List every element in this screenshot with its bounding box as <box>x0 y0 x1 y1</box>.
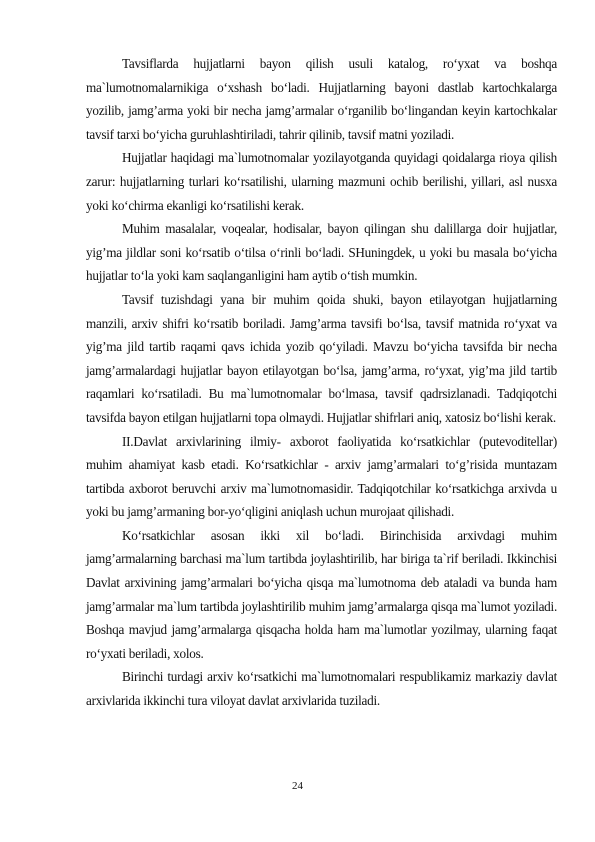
document-body <box>86 52 557 713</box>
paragraph-3: Muhim masalalar, voqealar, hodisalar, bayon qilingan shu dalillarga doir hujjatlar, yig’ma jildlar soni ko‘rsatib o‘tilsa o‘rinli bo‘ladi. SHuningdek, u yoki bu masala bo‘yicha hujjatlar to‘la yoki kam saqlanganligini ham aytib o‘tish mumkin. <box>86 221 557 284</box>
paragraph-5: II.Davlat arxivlarining ilmiy- axborot faoliyatida ko‘rsatkichlar (putevoditellar) muhim ahamiyat kasb etadi. Ko‘rsatkichlar - arxiv jamg’armalari to‘g’risida muntazam tartibda axborot beruvchi arxiv ma`lumotnomasidir. Tadqiqotchilar ko‘rsatkichga arxivda u yoki bu jamg’armaning bor-yo‘qligini aniqlash uchun murojaat qilishadi. <box>86 433 557 520</box>
paragraph-1: Tavsiflarda hujjatlarni bayon qilish usuli katalog, ro‘yxat va boshqa ma`lumotnomalarnikiga o‘xshash bo‘ladi. Hujjatlarning bayoni dastlab kartochkalarga yozilib, jamg’arma yoki bir necha jamg’armalar o‘rganilib bo‘lingandan keyin kartochkalar tavsif tarxi bo‘yicha guruhlashtiriladi, tahrir qilinib, tavsif matni yoziladi. <box>86 56 557 142</box>
paragraph-6: Ko‘rsatkichlar asosan ikki xil bo‘ladi. Birinchisida arxivdagi muhim jamg’armalarning barchasi ma`lum tartibda joylashtirilib, har biriga ta`rif beriladi. Ikkinchisi Davlat arxivining jamg’armalari bo‘yicha qisqa ma`lumotnoma deb ataladi va bunda ham jamg’armalar ma`lum tartibda joylashtirilib muhim jamg’armalarga qisqa ma`lumot yoziladi. Boshqa mavjud jamg’armalarga qisqacha holda ham ma`lumotlar yozilmay, ularning faqat ro‘yxati beriladi, xolos. <box>86 527 557 661</box>
paragraph-4: Tavsif tuzishdagi yana bir muhim qoida shuki, bayon etilayotgan hujjatlarning manzili, arxiv shifri ko‘rsatib boriladi. Jamg’arma tavsifi bo‘lsa, tavsif matnida ro‘yxat va yig’ma jild tartib raqami qavs ichida yozib qo‘yiladi. Mavzu bo‘yicha tavsifda bir necha jamg’armalardagi hujjatlar bayon etilayotgan bo‘lsa, jamg’arma, ro‘yxat, yig’ma jild tartib raqamlari ko‘rsatiladi. Bu ma`lumotnomalar bo‘lmasa, tavsif qadrsizlanadi. Tadqiqotchi tavsifda bayon etilgan hujjatlarni topa olmaydi. Hujjatlar shifrlari aniq, xatosiz bo‘lishi kerak. <box>86 291 557 425</box>
paragraph-7: Birinchi turdagi arxiv ko‘rsatkichi ma`lumotnomalari respublikamiz markaziy davlat arxivlarida ikkinchi tura viloyat davlat arxivlarida tuziladi. <box>86 669 557 709</box>
page-number: 24 <box>292 780 303 792</box>
paragraph-2: Hujjatlar haqidagi ma`lumotnomalar yozilayotganda quyidagi qoidalarga rioya qilish zarur: hujjatlarning turlari ko‘rsatilishi, ularning mazmuni ochib berilishi, yillari, asl nusxa yoki ko‘chirma ekanligi ko‘rsatilishi kerak. <box>86 150 557 213</box>
